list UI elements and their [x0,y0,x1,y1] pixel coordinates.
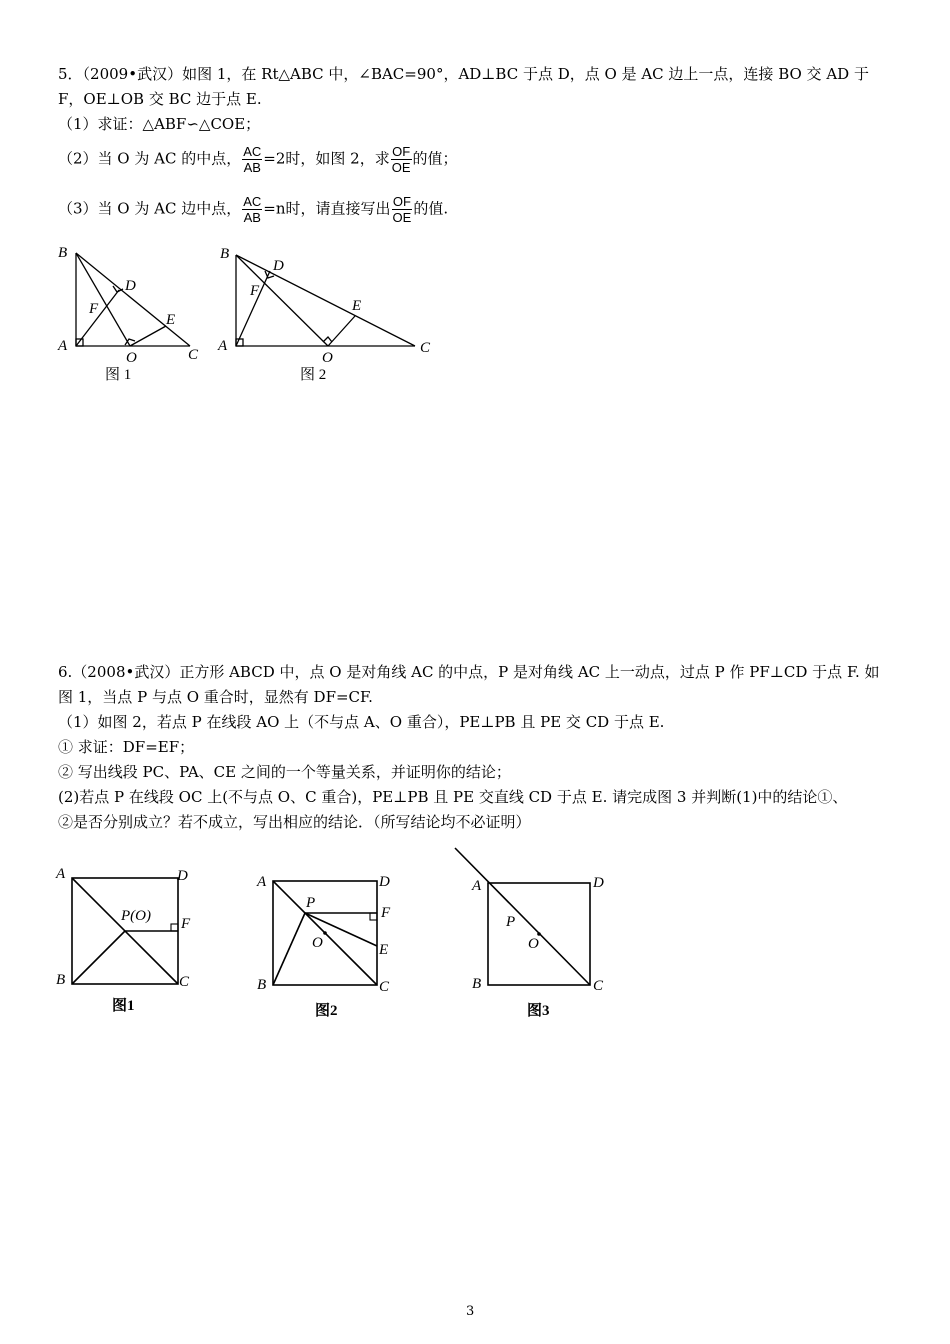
label-a: A [218,338,228,354]
fraction-of-oe [391,144,412,175]
label-a: A [58,338,68,354]
q5-part-2-mid: =2时，如图 2，求 [263,149,390,168]
fraction-numerator: OF [392,194,411,209]
label-c: C [179,974,190,990]
label-f: F [381,905,391,921]
label-b: B [257,977,267,993]
segment-bp [273,913,305,985]
right-angle-mark [370,913,377,920]
q6-line-1: 6.（2008•武汉）正方形 ABCD 中，点 O 是对角线 AC 的中点，P 是对角线 AC 上一动点，过点 P 作 PF⊥CD 于点 F. 如 [58,663,880,681]
q6-line-6: (2)若点 P 在线段 OC 上(不与点 O、C 重合)，PE⊥PB 且 PE 交直线 CD 于点 E. 请完成图 3 并判断(1)中的结论①、 [58,788,848,806]
fraction-denominator: OE [392,210,412,225]
q6-figure-3 [445,842,625,1022]
segment-bc [76,253,190,346]
q6-line-4: ① 求证：DF=EF； [58,738,195,756]
figure-caption: 图3 [527,1003,550,1019]
figure-caption: 图 2 [300,367,327,383]
label-o: O [322,350,333,366]
q5-part-2-pre: （2）当 O 为 AC 的中点， [58,149,242,168]
q6-figure-2 [255,865,415,1025]
label-p: P [506,914,516,930]
label-o: O [528,936,539,952]
line-ac-extended [455,848,590,985]
label-d: D [125,278,136,294]
q6-line-3: （1）如图 2，若点 P 在线段 AO 上（不与点 A、O 重合），PE⊥PB 且 PE 交 CD 于点 E. [58,713,665,731]
fraction-ac-ab [242,194,262,225]
label-a: A [56,866,66,882]
fraction-denominator: AB [243,210,261,225]
segment-bo [76,253,130,346]
q5-part-3-post: 的值. [413,199,449,218]
segment-bc [236,255,415,346]
label-e: E [379,942,389,958]
fraction-of-oe [392,194,413,225]
point-o [323,931,327,935]
q5-figure-1 [50,238,210,388]
segment-oe [130,326,166,346]
q5-part-3-pre: （3）当 O 为 AC 边中点， [58,199,242,218]
label-d: D [273,258,284,274]
q5-part-1: （1）求证：△ABF∽△COE； [58,115,261,133]
q5-part-3-mid: =n时，请直接写出 [263,199,391,218]
fraction-ac-ab [242,144,262,175]
fraction-numerator: AC [243,144,262,159]
label-p-o: P(O) [121,908,151,924]
right-angle-mark [323,337,332,342]
label-e: E [352,298,362,314]
label-b: B [220,246,230,262]
segment-bp [72,931,125,984]
fraction-denominator: AB [243,160,261,175]
page-number: 3 [466,1304,475,1319]
label-p: P [306,895,316,911]
q5-part-3 [58,194,448,225]
label-a: A [257,874,267,890]
segment-ad [76,290,119,346]
fraction-denominator: OE [391,160,411,175]
label-c: C [188,347,199,363]
q6-line-2: 图 1，当点 P 与点 O 重合时，显然有 DF=CF. [58,688,373,706]
q5-line-2: F，OE⊥OB 交 BC 边于点 E. [58,90,262,108]
q6-line-5: ② 写出线段 PC、PA、CE 之间的一个等量关系，并证明你的结论； [58,763,511,781]
q5-part-2-post: 的值； [412,149,458,168]
label-b: B [472,976,482,992]
q5-part-2 [58,144,458,175]
label-c: C [593,978,604,994]
label-d: D [177,868,188,884]
label-d: D [593,875,604,891]
figure-caption: 图2 [315,1003,338,1019]
label-c: C [379,979,390,995]
fraction-numerator: OF [392,144,411,159]
q6-figure-1 [50,860,210,1020]
q6-line-7: ②是否分别成立？若不成立，写出相应的结论．（所写结论均不必证明） [58,813,531,831]
label-o: O [312,935,323,951]
label-d: D [379,874,390,890]
figure-caption: 图1 [112,998,135,1014]
label-c: C [420,340,431,356]
label-e: E [166,312,176,328]
label-b: B [58,245,68,261]
label-b: B [56,972,66,988]
label-a: A [472,878,482,894]
label-o: O [126,350,137,366]
label-f: F [181,916,191,932]
q5-line-1: 5．（2009•武汉）如图 1，在 Rt△ABC 中，∠BAC=90°，AD⊥BC 于点 D，点 O 是 AC 边上一点，连接 BO 交 AD 于 [58,65,869,83]
label-f: F [89,301,99,317]
figure-caption: 图 1 [105,367,132,383]
right-angle-mark [171,924,178,931]
label-f: F [250,283,260,299]
fraction-numerator: AC [243,194,262,209]
q5-figure-2 [210,238,450,388]
